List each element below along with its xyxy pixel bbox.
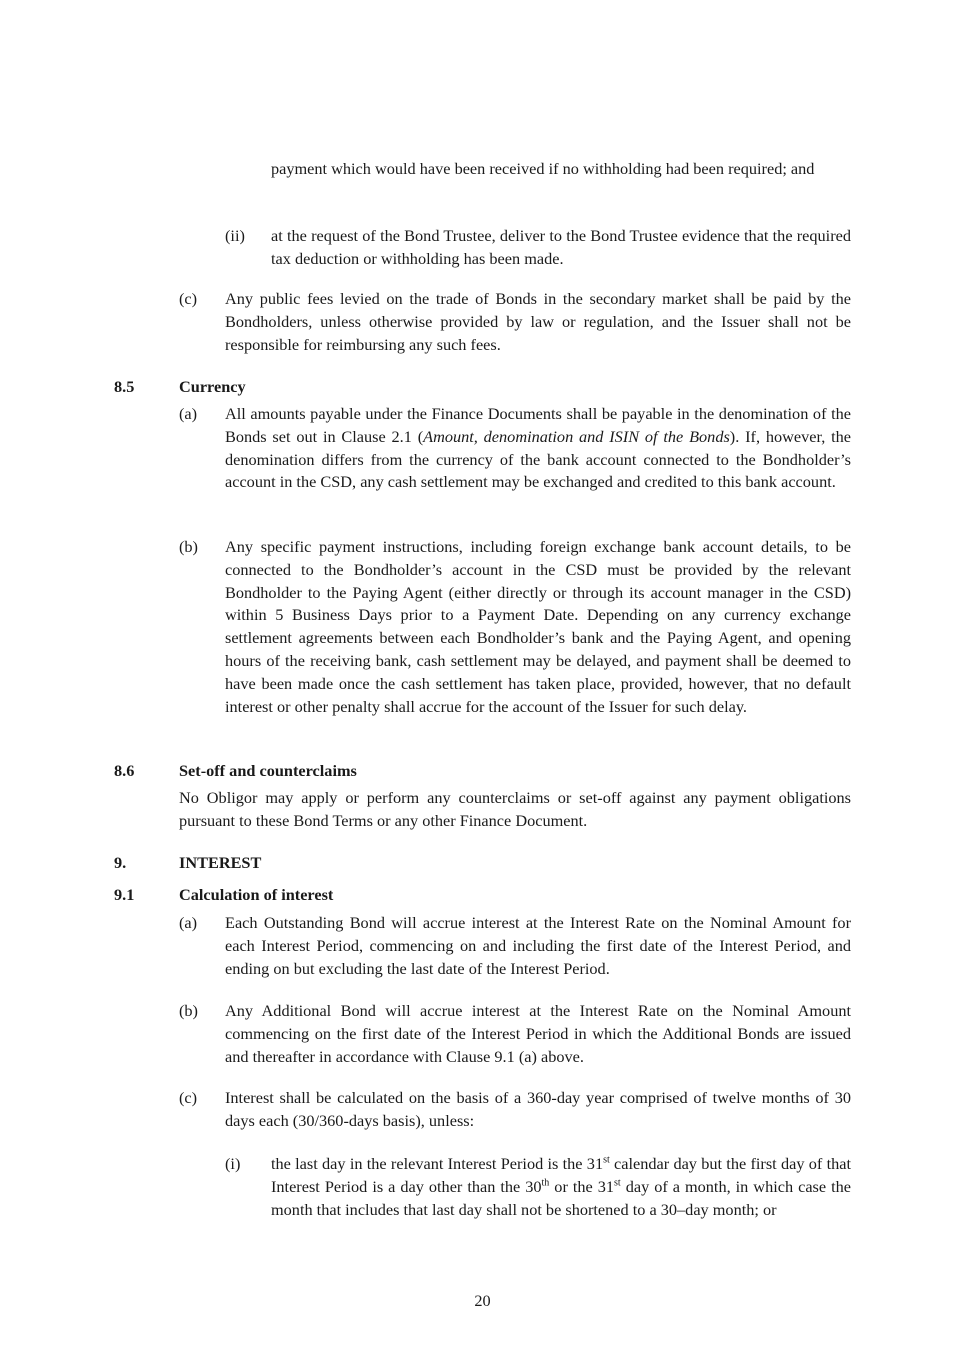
item-label-9-1-b: (b) [179, 1001, 198, 1020]
item-text-9-1-a: Each Outstanding Bond will accrue interest at the Interest Rate on the Nominal Amount for each Interest Period, commencing on and including the first date of the Interest Period, and ending on but excluding the last date of the Interest Period. [225, 913, 851, 978]
section-number-9: 9. [114, 853, 127, 872]
section-number-8-5: 8.5 [114, 377, 135, 396]
item-text-9-1-c-i: the last day in the relevant Interest Period is the 31st calendar day but the first day of that Interest Period is a day other than the 30th or the 31st day of a month, in which case the month that includes that last day shall not be shortened to a 30–day month; or [271, 1154, 851, 1219]
paragraph-8-6: No Obligor may apply or perform any counterclaims or set-off against any payment obligations pursuant to these Bond Terms or any other Finance Document. [179, 788, 851, 830]
item-label-9-1-c-i: (i) [225, 1154, 241, 1173]
section-title-calculation-of-interest: Calculation of interest [179, 885, 334, 904]
item-label-8-5-b: (b) [179, 537, 198, 556]
item-label-c: (c) [179, 289, 198, 308]
section-title-currency: Currency [179, 377, 246, 396]
item-label-ii: (ii) [225, 226, 245, 245]
item-label-8-5-a: (a) [179, 404, 198, 423]
clause-reference-title: Amount, denomination and ISIN of the Bonds [423, 426, 730, 446]
item-label-9-1-a: (a) [179, 913, 198, 932]
item-label-9-1-c: (c) [179, 1088, 198, 1107]
item-text-8-5-b: Any specific payment instructions, including foreign exchange bank account details, to be connected to the Bondholder’s account in the CSD must be provided by the relevant Bondholder to the Paying Agent (either directly or through its account manager in the CSD) within 5 Business Days prior to a Payment Date. Depending on any currency exchange settlement agreements between each Bondholder’s bank and the Paying Agent, and opening hours of the receiving bank, cash settlement may be delayed, and payment shall be deemed to have been made once the cash settlement has taken place, provided, however, that no default interest or other penalty shall accrue for the account of the Issuer for such delay. [225, 537, 851, 716]
item-text-c: Any public fees levied on the trade of Bonds in the secondary market shall be paid by the Bondholders, unless otherwise provided by law or regulation, and the Issuer shall not be responsible for reimbursing any such fees. [225, 289, 851, 354]
continuation-paragraph: payment which would have been received if no withholding had been required; and [271, 159, 815, 178]
section-title-interest: INTEREST [179, 853, 262, 872]
item-text-8-5-a: All amounts payable under the Finance Documents shall be payable in the denomination of the Bonds set out in Clause 2.1 (Amount, denomination and ISIN of the Bonds). If, however, the denomination differs from the currency of the bank account connected to the Bondholder’s account in the CSD, any cash settlement may be exchanged and credited to this bank account. [225, 404, 852, 492]
item-text-9-1-c: Interest shall be calculated on the basis of a 360-day year comprised of twelve months of 30 days each (30/360-days basis), unless: [225, 1088, 851, 1130]
section-title-set-off: Set-off and counterclaims [179, 761, 357, 780]
item-text-9-1-b: Any Additional Bond will accrue interest at the Interest Rate on the Nominal Amount commencing on the first date of the Interest Period in which the Additional Bonds are issued and thereafter in accordance with Clause 9.1 (a) above. [225, 1001, 851, 1066]
section-number-8-6: 8.6 [114, 761, 135, 780]
page-number: 20 [474, 1291, 491, 1310]
item-text-ii: at the request of the Bond Trustee, deliver to the Bond Trustee evidence that the required tax deduction or withholding has been made. [271, 226, 851, 268]
section-number-9-1: 9.1 [114, 885, 135, 904]
